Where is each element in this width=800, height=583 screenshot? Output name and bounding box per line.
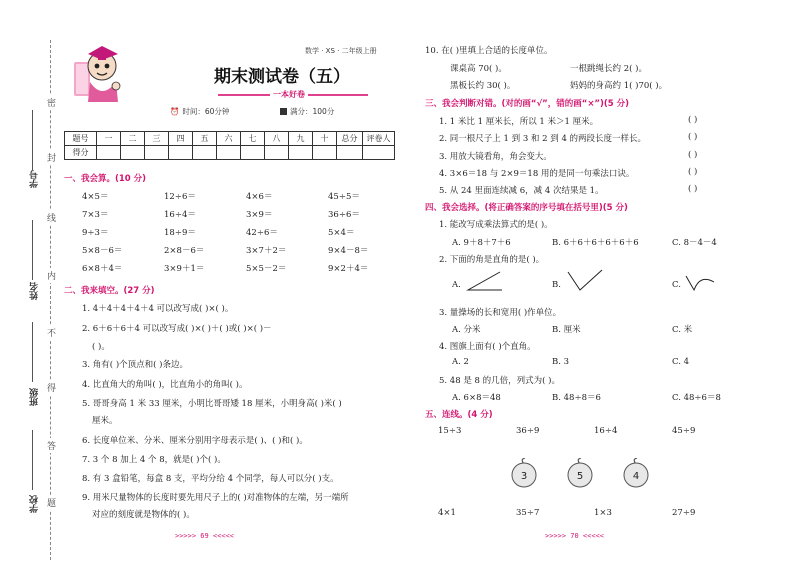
calc-item: 7×3＝ [82, 210, 109, 220]
judge-item: 4. 3×6＝18 与 2×9＝18 用的是同一句乘法口诀。 [439, 169, 635, 179]
page-title: 期末测试卷（五） [214, 67, 350, 87]
fill-question: 9. 用米尺量物体的长度时要先用尺子上的( )对准物体的左端，另一端所 [82, 493, 349, 503]
table-cell: 评卷人 [363, 132, 395, 146]
choice-question: 4. 图旗上面有( )个直角。 [439, 342, 536, 352]
fill-question: 7. 3 个 8 加上 4 个 8，就是( )个( )。 [82, 455, 226, 465]
fill-question: 黑板长约 30( )。 [450, 81, 516, 91]
apple-number: 5 [576, 471, 584, 482]
seal-dashed-line [50, 40, 51, 560]
apple-icon[interactable] [566, 458, 594, 488]
choice-option: A. [452, 280, 461, 290]
table-cell: 一 [97, 132, 121, 146]
match-expr[interactable]: 36÷9 [516, 426, 540, 436]
choice-option: B. 3 [552, 357, 570, 367]
score-input-cell[interactable] [363, 146, 395, 160]
table-cell: 九 [289, 132, 313, 146]
angle-figure-a [464, 268, 504, 294]
apple-icon[interactable] [510, 458, 538, 488]
apple-number: 4 [632, 471, 640, 482]
table-cell: 二 [121, 132, 145, 146]
apple-number: 3 [520, 471, 528, 482]
match-expr[interactable]: 4×1 [438, 508, 456, 518]
score-input-cell[interactable] [265, 146, 289, 160]
choice-option: A. 9＋8＋7＋6 [452, 238, 511, 248]
calc-item: 6×8＋4＝ [82, 264, 123, 274]
seal-char: 线 [47, 210, 56, 225]
fill-question: 6. 长度单位米、分米、厘米分别用字母表示是( )、( )和( )。 [82, 436, 308, 446]
table-cell: 四 [169, 132, 193, 146]
brand-label: 一本好卷 [270, 89, 308, 100]
page-number-right: >>>>> 70 <<<<< [545, 532, 605, 540]
judge-item: 3. 用放大镜看角，角会变大。 [439, 152, 552, 162]
calc-item: 9×2＋4＝ [328, 264, 369, 274]
fill-question: 10. 在( )里填上合适的长度单位。 [425, 46, 553, 56]
field-line[interactable] [32, 322, 33, 382]
score-input-cell[interactable] [337, 146, 363, 160]
calc-item: 5×5－2＝ [246, 264, 287, 274]
choice-question: 3. 量操场的长和宽用( )作单位。 [439, 308, 562, 318]
fill-question: 对应的刻度就是物体的( )。 [92, 510, 195, 520]
score-input-cell[interactable] [217, 146, 241, 160]
field-line[interactable] [32, 220, 33, 280]
score-input-cell[interactable] [289, 146, 313, 160]
table-cell: 题号 [65, 132, 97, 146]
calc-item: 3×7＋2＝ [246, 246, 287, 256]
judge-item: 2. 同一根尺子上 1 到 3 和 2 到 4 的两段长度一样长。 [439, 134, 647, 144]
choice-question: 1. 能改写成乘法算式的是( )。 [439, 220, 553, 230]
fill-question: 8. 有 3 盒铅笔，每盒 8 支，平均分给 4 个同学，每人可以分( )支。 [82, 474, 339, 484]
table-row [65, 132, 395, 146]
table-cell: 十 [313, 132, 337, 146]
calc-item: 4×5＝ [82, 192, 109, 202]
calc-item: 3×9＝ [246, 210, 273, 220]
seal-char: 题 [47, 495, 56, 510]
seal-char: 内 [47, 268, 56, 283]
score-input-cell[interactable] [193, 146, 217, 160]
fill-question: 课桌高 70( )。 [450, 64, 507, 74]
choice-option: B. 6＋6＋6＋6＋6＋6 [552, 238, 639, 248]
calc-item: 16÷4＝ [164, 210, 196, 220]
calc-item: 5×8－6＝ [82, 246, 123, 256]
choice-option: A. 分米 [452, 325, 481, 335]
calc-item: 3×9＋1＝ [164, 264, 205, 274]
judge-item: 1. 1 米比 1 厘米长，所以 1 米＞1 厘米。 [439, 117, 599, 127]
angle-figure-c [684, 268, 724, 294]
score-table [64, 131, 395, 160]
score-input-cell[interactable] [97, 146, 121, 160]
clock-icon: ⏰ [170, 107, 180, 116]
calc-item: 4×6＝ [246, 192, 273, 202]
page-number-left: >>>>> 69 <<<<< [175, 532, 235, 540]
apple-icon[interactable] [622, 458, 650, 488]
seal-char: 密 [47, 95, 56, 110]
fill-question: 厘米。 [92, 416, 118, 426]
calc-item: 18÷9＝ [164, 228, 196, 238]
calc-item: 2×8－6＝ [164, 246, 205, 256]
score-info [280, 106, 334, 117]
table-cell: 得分 [65, 146, 97, 160]
field-line[interactable] [32, 110, 33, 170]
binding-strip [0, 0, 62, 583]
checkbox-icon [280, 108, 287, 115]
fill-question: 一根跳绳长约 2( )。 [570, 64, 647, 74]
seal-char: 得 [47, 380, 56, 395]
calc-item: 9÷3＝ [82, 228, 109, 238]
section-title: 四、我会选择。(将正确答案的序号填在括号里)(5 分) [425, 203, 628, 213]
choice-option: B. [552, 280, 561, 290]
angle-figure-b [566, 266, 606, 294]
section-title: 三、我会判断对错。(对的画“√”，错的画“×”)(5 分) [425, 99, 630, 109]
fill-question: ( )。 [92, 342, 110, 352]
table-cell: 六 [217, 132, 241, 146]
match-expr[interactable]: 27÷9 [672, 508, 696, 518]
table-cell: 七 [241, 132, 265, 146]
table-cell: 总分 [337, 132, 363, 146]
score-input-cell[interactable] [145, 146, 169, 160]
section-title: 一、我会算。(10 分) [64, 174, 147, 184]
calc-grid [82, 190, 410, 274]
mascot-illustration [68, 42, 128, 104]
fill-question: 妈妈的身高约 1( )70( )。 [570, 81, 668, 91]
match-expr[interactable]: 45÷9 [672, 426, 696, 436]
field-label-school: 学校 [30, 495, 40, 513]
choice-option: C. 8－4－4 [672, 238, 717, 248]
seal-char: 答 [47, 438, 56, 453]
score-input-cell[interactable] [121, 146, 145, 160]
calc-item: 36÷6＝ [328, 210, 360, 220]
full-score-label: 满分：100分 [290, 107, 335, 116]
match-bottom-row [438, 508, 750, 518]
time-label: 时间：60分钟 [182, 107, 230, 116]
judge-paren[interactable]: ( ) [688, 167, 698, 177]
score-input-cell[interactable] [313, 146, 337, 160]
match-top-row [438, 426, 750, 436]
match-expr[interactable]: 1×3 [594, 508, 612, 518]
table-cell: 三 [145, 132, 169, 146]
fill-question: 5. 哥哥身高 1 米 33 厘米，小明比哥哥矮 18 厘米，小明身高( )米( ) [82, 399, 342, 409]
fill-question: 3. 角有( )个顶点和( )条边。 [82, 360, 188, 370]
section-title: 二、我来填空。(27 分) [64, 286, 155, 296]
brand-stamp [218, 90, 368, 100]
judge-item: 5. 从 24 里面连续减 6，减 4 次结果是 1。 [439, 186, 604, 196]
judge-paren[interactable]: ( ) [688, 150, 698, 160]
judge-paren[interactable]: ( ) [688, 115, 698, 125]
seal-char: 不 [47, 325, 56, 340]
table-cell: 五 [193, 132, 217, 146]
calc-item: 45÷5＝ [328, 192, 360, 202]
calc-item: 9×4－8＝ [328, 246, 369, 256]
section-title: 五、连线。(4 分) [425, 410, 493, 420]
fill-question: 2. 6＋6＋6＋4 可以改写成( )×( )＋( )或( )×( )－ [82, 324, 272, 334]
score-input-cell[interactable] [169, 146, 193, 160]
choice-option: C. 48÷6＝8 [672, 393, 721, 403]
choice-option: C. 4 [672, 357, 690, 367]
field-label-student-id: 学号 [30, 170, 40, 188]
field-line[interactable] [32, 430, 33, 490]
choice-option: B. 厘米 [552, 325, 581, 335]
match-expr[interactable]: 15÷3 [438, 426, 462, 436]
choice-option: A. 2 [452, 357, 469, 367]
choice-option: A. 6×8＝48 [452, 393, 501, 403]
choice-option: C. [672, 280, 681, 290]
calc-item: 42÷6＝ [246, 228, 278, 238]
seal-char: 封 [47, 150, 56, 165]
score-input-cell[interactable] [241, 146, 265, 160]
fill-question: 1. 4＋4＋4＋4＋4 可以改写成( )×( )。 [82, 304, 234, 314]
field-label-class: 班级 [30, 388, 40, 406]
calc-item: 12÷6＝ [164, 192, 196, 202]
choice-option: B. 48÷8＝6 [552, 393, 601, 403]
time-info [170, 106, 229, 117]
table-cell: 八 [265, 132, 289, 146]
field-label-name: 姓名 [30, 282, 40, 300]
judge-paren[interactable]: ( ) [688, 184, 698, 194]
series-label: 数学 · XS · 二年级上册 [305, 47, 377, 55]
choice-question: 2. 下面的角是直角的是( )。 [439, 255, 545, 265]
fill-question: 4. 比直角大的角叫( )，比直角小的角叫( )。 [82, 380, 248, 390]
calc-item: 5×4＝ [328, 228, 355, 238]
judge-paren[interactable]: ( ) [688, 132, 698, 142]
match-expr[interactable]: 35÷7 [516, 508, 540, 518]
match-expr[interactable]: 16÷4 [594, 426, 618, 436]
table-row [65, 146, 395, 160]
choice-option: C. 米 [672, 325, 693, 335]
choice-question: 5. 48 是 8 的几倍，列式为( )。 [439, 376, 560, 386]
